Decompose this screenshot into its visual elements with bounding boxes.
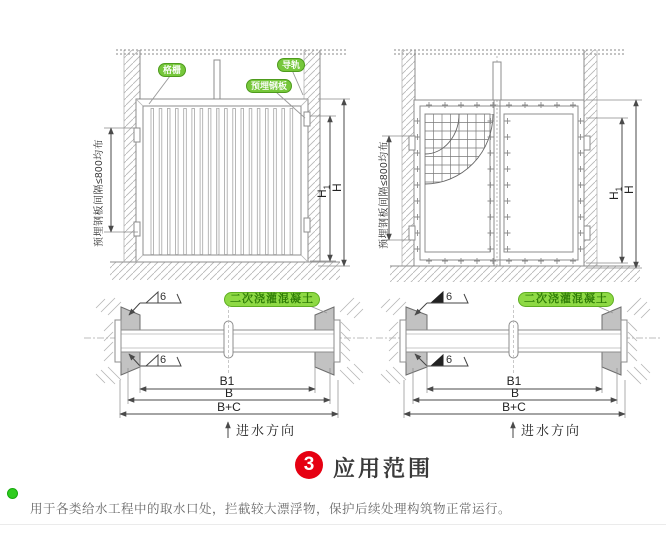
- h1-dimension-label: [607, 187, 623, 200]
- bullet-icon: [7, 488, 18, 499]
- embedded-plate-mark: [304, 112, 310, 126]
- section-number-badge: 3: [295, 451, 323, 479]
- b-label: B: [510, 386, 520, 400]
- weld-symbol-filled: [431, 292, 443, 303]
- h1-base: H: [315, 189, 329, 198]
- embedded-plate-mark: [409, 136, 415, 150]
- b-label: B: [224, 386, 234, 400]
- lifting-post: [493, 62, 501, 100]
- end-plate: [400, 320, 406, 362]
- b1-label: B1: [506, 374, 522, 388]
- divider-line: [0, 524, 666, 525]
- callout-secondary-concrete: 二次浇灌混凝土: [518, 292, 614, 307]
- end-plate: [115, 320, 121, 362]
- b1-label: B1: [219, 374, 235, 388]
- lifting-post: [214, 60, 220, 99]
- screen-frame-outer: [414, 100, 584, 266]
- weld-size-label: 6: [160, 354, 167, 366]
- callout-secondary-concrete: 二次浇灌混凝土: [224, 292, 320, 307]
- embedded-plate-mark: [134, 128, 140, 142]
- secondary-concrete-block: [602, 307, 621, 331]
- secondary-concrete-block: [406, 307, 427, 331]
- callout-embedded-plate: 预埋钢板: [246, 79, 292, 93]
- b-plus-c-label: B+C: [217, 400, 241, 414]
- plan-view-left: [84, 292, 372, 438]
- embedded-plate-mark: [134, 222, 140, 236]
- embedded-plate-mark: [304, 218, 310, 232]
- end-plate: [334, 320, 340, 362]
- weld-size-label: 6: [446, 354, 453, 366]
- end-plate: [621, 320, 627, 362]
- embedded-plate-mark: [584, 226, 590, 240]
- secondary-concrete-block: [121, 307, 140, 331]
- embedded-plate-mark: [409, 226, 415, 240]
- h-dimension-label: H: [330, 183, 344, 192]
- callout-guide-rail: 导轨: [277, 58, 305, 72]
- concrete-leader-line: [597, 306, 613, 313]
- front-view-right-mesh-screen: [382, 50, 642, 282]
- callout-grille: 格栅: [158, 63, 186, 77]
- h1-base: H: [607, 191, 621, 200]
- flow-direction-label: 进水方向: [521, 423, 582, 438]
- front-view-left-bar-screen: [104, 50, 350, 280]
- secondary-concrete-block: [315, 351, 334, 375]
- weld-size-label: 6: [160, 291, 167, 303]
- b-plus-c-label: B+C: [502, 400, 526, 414]
- h1-sub: 1: [614, 186, 624, 192]
- h1-dimension-label: [315, 185, 331, 198]
- plate-spacing-note-left: 预埋钢板间隔≤800均布: [94, 138, 105, 247]
- h1-sub: 1: [322, 184, 332, 190]
- floor-hatch: [110, 262, 340, 280]
- flow-direction-label: 进水方向: [236, 423, 297, 438]
- weld-size-label: 6: [446, 291, 453, 303]
- concrete-leader-line: [310, 306, 327, 313]
- section-title: 应用范围: [333, 456, 434, 481]
- embedded-plate-mark: [584, 136, 590, 150]
- guide-rail-leader-line: [292, 70, 303, 95]
- secondary-concrete-block: [315, 307, 334, 331]
- secondary-concrete-block: [602, 351, 621, 375]
- plate-spacing-note-right: 预埋钢板间隔≤800均布: [379, 140, 390, 249]
- h-dimension-label: H: [622, 185, 636, 194]
- description-text: 用于各类给水工程中的取水口处，拦截较大漂浮物，保护后续处理构筑物正常运行。: [30, 502, 512, 516]
- plan-view-right: [376, 292, 660, 438]
- floor-hatch: [390, 266, 640, 282]
- weld-symbol-filled: [431, 355, 443, 366]
